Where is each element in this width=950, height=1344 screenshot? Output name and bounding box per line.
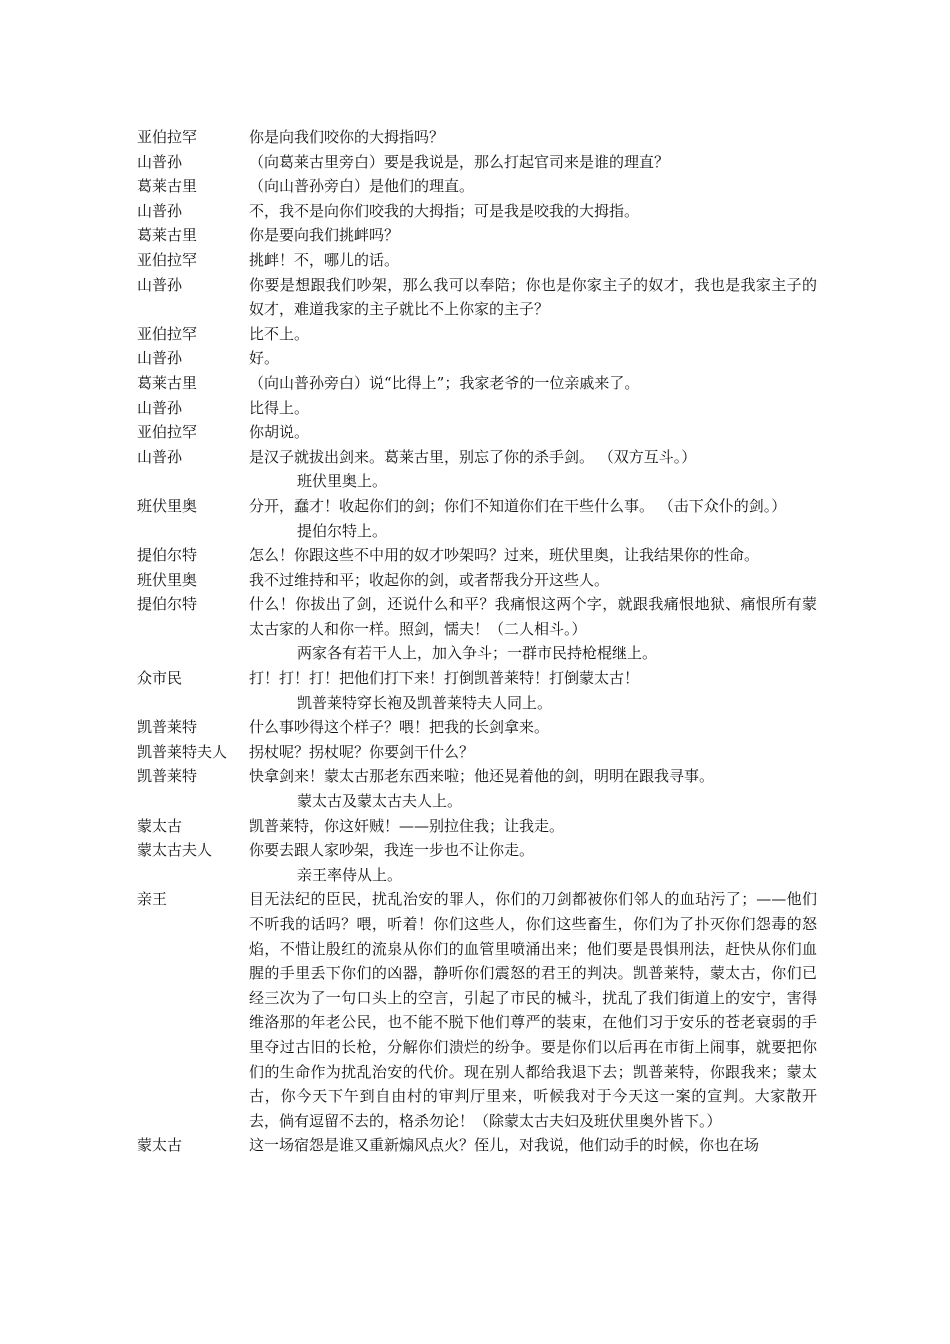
dialogue-row bbox=[137, 764, 817, 789]
speaker-name: 亚伯拉罕 bbox=[137, 324, 198, 343]
dialogue-row bbox=[137, 568, 817, 593]
speaker-name: 山普孙 bbox=[137, 447, 183, 466]
dialogue-text: 目无法纪的臣民，扰乱治安的罪人，你们的刀剑都被你们邻人的血玷污了；——他们不听我的话吗？喂，听着！你们这些人，你们这些畜生，你们为了扑灭你们怨毒的怒焰，不惜让殷红的流泉从你们的血管里喷涌出来；他们要是畏惧刑法，赶快从你们血腥的手里丢下你们的凶器，静听你们震怒的君王的判决。凯普莱特，蒙太古，你们已经三次为了一句口头上的空言，引起了市民的械斗，扰乱了我们街道上的安宁，害得维洛那的年老公民，也不能不脱下他们尊严的装束，在他们习于安乐的苍老衰弱的手里夺过古旧的长枪，分解你们溃烂的纷争。要是你们以后再在市街上闹事，就要把你们的生命作为扰乱治安的代价。现在别人都给我退下去；凯普莱特，你跟我来；蒙太古，你今天下午到自由村的审判厅里来，听候我对于今天这一案的宣判。大家散开去，倘有逗留不去的，格杀勿论！（除蒙太古夫妇及班伏里奥外皆下。） bbox=[249, 890, 817, 1130]
stage-direction: 亲王率侍从上。 bbox=[297, 865, 403, 884]
speaker-name: 山普孙 bbox=[137, 275, 183, 294]
dialogue-text: 我不过维持和平；收起你的剑，或者帮我分开这些人。 bbox=[249, 570, 610, 589]
dialogue-row bbox=[137, 273, 817, 322]
dialogue-text: 快拿剑来！蒙太古那老东西来啦；他还晃着他的剑，明明在跟我寻事。 bbox=[249, 767, 715, 786]
stage-direction: 班伏里奥上。 bbox=[297, 472, 388, 491]
speaker-name: 亲王 bbox=[137, 890, 168, 909]
dialogue-row bbox=[137, 223, 817, 248]
dialogue-row bbox=[137, 371, 817, 396]
speaker-name: 山普孙 bbox=[137, 201, 183, 220]
speaker-name: 提伯尔特 bbox=[137, 595, 198, 614]
dialogue-text: 比得上。 bbox=[249, 398, 310, 417]
speaker-name: 葛莱古里 bbox=[137, 373, 198, 392]
dialogue-row bbox=[137, 174, 817, 199]
dialogue-row bbox=[137, 248, 817, 273]
dialogue-text: 拐杖呢？拐杖呢？你要剑干什么？ bbox=[249, 742, 475, 761]
dialogue-text: （向葛莱古里旁白）要是我说是，那么打起官司来是谁的理直？ bbox=[249, 152, 670, 171]
speaker-name: 山普孙 bbox=[137, 152, 183, 171]
dialogue-text: 挑衅！不，哪儿的话。 bbox=[249, 250, 400, 269]
dialogue-text: 你胡说。 bbox=[249, 423, 310, 442]
dialogue-text: 怎么！你跟这些不中用的奴才吵架吗？过来，班伏里奥，让我结果你的性命。 bbox=[249, 546, 760, 565]
dialogue-row bbox=[137, 150, 817, 175]
dialogue-text: 什么事吵得这个样子？喂！把我的长剑拿来。 bbox=[249, 718, 550, 737]
speaker-name: 蒙太古夫人 bbox=[137, 841, 213, 860]
dialogue-text: 是汉子就拔出剑来。葛莱古里，别忘了你的杀手剑。 （双方互斗。） bbox=[249, 447, 697, 466]
speaker-name: 亚伯拉罕 bbox=[137, 250, 198, 269]
dialogue-row bbox=[137, 814, 817, 839]
dialogue-row bbox=[137, 125, 817, 150]
dialogue-row bbox=[137, 666, 817, 691]
dialogue-row bbox=[137, 494, 817, 519]
dialogue-row bbox=[137, 346, 817, 371]
dialogue-row bbox=[137, 420, 817, 445]
dialogue-text: 好。 bbox=[249, 349, 280, 368]
dialogue-text: （向山普孙旁白）是他们的理直。 bbox=[249, 177, 475, 196]
dialogue-text: （向山普孙旁白）说“比得上”；我家老爷的一位亲戚来了。 bbox=[249, 373, 640, 392]
speaker-name: 班伏里奥 bbox=[137, 570, 198, 589]
dialogue-row bbox=[137, 543, 817, 568]
dialogue-row bbox=[137, 740, 817, 765]
speaker-name: 提伯尔特 bbox=[137, 546, 198, 565]
dialogue-text: 你要是想跟我们吵架，那么我可以奉陪；你也是你家主子的奴才，我也是我家主子的奴才，难道我家的主子就比不上你家的主子？ bbox=[249, 275, 817, 319]
speaker-name: 亚伯拉罕 bbox=[137, 128, 198, 146]
stage-direction: 提伯尔特上。 bbox=[297, 521, 388, 540]
dialogue-text: 你是要向我们挑衅吗？ bbox=[249, 226, 400, 245]
dialogue-row bbox=[137, 838, 817, 863]
stage-direction: 蒙太古及蒙太古夫人上。 bbox=[297, 792, 463, 811]
speaker-name: 凯普莱特 bbox=[137, 767, 198, 786]
dialogue-text: 分开，蠢才！收起你们的剑；你们不知道你们在干些什么事。 （击下众仆的剑。） bbox=[249, 496, 787, 515]
speaker-name: 凯普莱特 bbox=[137, 718, 198, 737]
dialogue-row bbox=[137, 887, 817, 1133]
dialogue-row bbox=[137, 199, 817, 224]
dialogue-text: 什么！你拔出了剑，还说什么和平？我痛恨这两个字，就跟我痛恨地狱、痛恨所有蒙太古家的人和你一样。照剑，懦夫！（二人相斗。） bbox=[249, 595, 817, 638]
dialogue-row bbox=[137, 715, 817, 740]
speaker-name: 葛莱古里 bbox=[137, 226, 198, 245]
speaker-name: 班伏里奥 bbox=[137, 496, 198, 515]
dialogue-text: 比不上。 bbox=[249, 324, 310, 343]
dialogue-row bbox=[137, 445, 817, 470]
speaker-name: 凯普莱特夫人 bbox=[137, 742, 228, 761]
stage-direction: 凯普莱特穿长袍及凯普莱特夫人同上。 bbox=[297, 693, 553, 712]
stage-direction: 两家各有若干人上，加入争斗；一群市民持枪棍继上。 bbox=[297, 644, 658, 663]
dialogue-row bbox=[137, 592, 817, 641]
speaker-name: 亚伯拉罕 bbox=[137, 423, 198, 442]
speaker-name: 众市民 bbox=[137, 669, 183, 688]
dialogue-text: 凯普莱特，你这奸贼！——别拉住我；让我走。 bbox=[249, 816, 565, 835]
dialogue-text: 这一场宿怨是谁又重新煽风点火？侄儿，对我说，他们动手的时候，你也在场 bbox=[249, 1136, 760, 1155]
dialogue-text: 打！打！打！把他们打下来！打倒凯普莱特！打倒蒙太古！ bbox=[249, 669, 640, 688]
speaker-name: 山普孙 bbox=[137, 349, 183, 368]
speaker-name: 蒙太古 bbox=[137, 816, 183, 835]
dialogue-text: 你要去跟人家吵架，我连一步也不让你走。 bbox=[249, 841, 535, 860]
speaker-name: 山普孙 bbox=[137, 398, 183, 417]
dialogue-row bbox=[137, 1133, 817, 1158]
play-script bbox=[137, 125, 817, 1158]
dialogue-row bbox=[137, 322, 817, 347]
speaker-name: 蒙太古 bbox=[137, 1136, 183, 1155]
dialogue-text: 不，我不是向你们咬我的大拇指；可是我是咬我的大拇指。 bbox=[249, 201, 640, 220]
speaker-name: 葛莱古里 bbox=[137, 177, 198, 196]
dialogue-row bbox=[137, 396, 817, 421]
dialogue-text: 你是向我们咬你的大拇指吗？ bbox=[249, 128, 445, 146]
